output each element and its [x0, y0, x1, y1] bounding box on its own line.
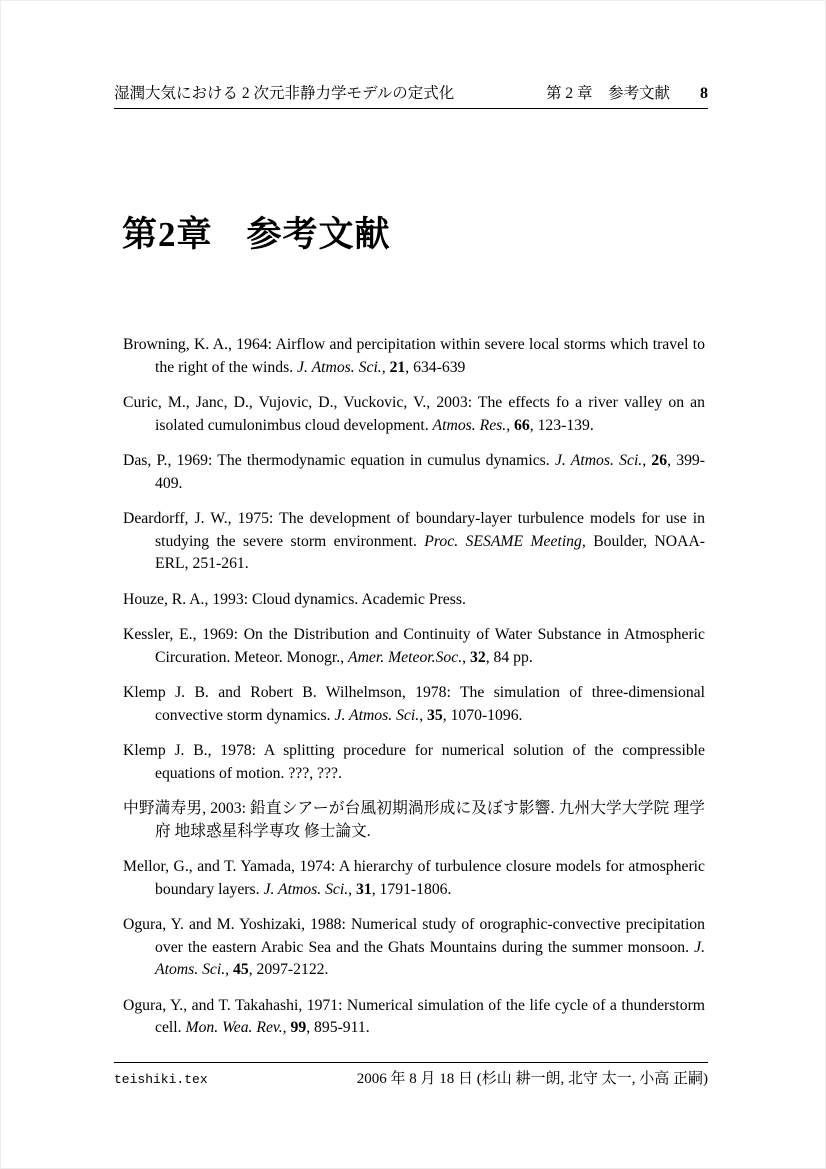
reference-text-segment: J. Atoms. Sci.	[155, 938, 705, 978]
reference-text-segment: Deardorff, J. W., 1975: The development of boundary-layer turbulence models for use in studying the severe storm environment.	[123, 510, 705, 550]
reference-text-segment: Klemp J. B. and Robert B. Wilhelmson, 1978: The simulation of three-dimensional convective storm dynamics.	[123, 684, 705, 724]
reference-text-segment: ,	[642, 452, 652, 469]
chapter-title	[122, 212, 391, 258]
reference-text-segment: Houze, R. A., 1993: Cloud dynamics. Academic Press.	[123, 590, 466, 608]
reference-text-segment: 66	[514, 416, 530, 434]
reference-entry	[123, 682, 705, 727]
reference-text-segment: J. Atmos. Sci.	[297, 358, 382, 376]
reference-text-segment: Atmos. Res.	[432, 416, 507, 434]
reference-text-segment: , 84 pp.	[485, 648, 533, 666]
reference-list	[123, 334, 705, 1053]
reference-text-segment: Ogura, Y. and M. Yoshizaki, 1988: Numerical study of orographic-convective precipitation over the eastern Arabic Sea and the Ghats Mountains during the summer monsoon.	[123, 916, 705, 956]
reference-text-segment: Browning, K. A., 1964: Airflow and percipitation within severe local storms which travel to the right of the winds.	[123, 336, 705, 376]
reference-text-segment: 35	[427, 706, 443, 724]
reference-text-segment: 26	[651, 452, 668, 469]
reference-text-segment: ,	[348, 880, 357, 898]
reference-text-segment: ,	[462, 648, 470, 666]
reference-text-segment: ,	[225, 961, 233, 978]
reference-text-segment: , 1791-1806.	[371, 880, 452, 898]
reference-text-segment: J. Atmos. Sci.	[263, 880, 349, 898]
reference-entry	[123, 392, 705, 437]
reference-text-segment: Mellor, G., and T. Yamada, 1974: A hierarchy of turbulence closure models for atmospheric boundary layers.	[123, 858, 705, 898]
reference-text-segment: 31	[356, 880, 372, 898]
reference-entry	[123, 740, 705, 785]
reference-entry	[123, 450, 705, 495]
reference-text-segment: , 1070-1096.	[442, 706, 523, 724]
footer-date-authors: 2006 年 8 月 18 日 (杉山 耕一朗, 北守 太一, 小高 正嗣)	[356, 1071, 708, 1087]
page-header	[114, 84, 708, 109]
reference-text-segment: 中野満寿男, 2003: 鉛直シアーが台風初期渦形成に及ぼす影響. 九州大学大学院 理学府 地球惑星科学専攻 修士論文.	[123, 800, 705, 840]
reference-text-segment: , 123-139.	[529, 416, 594, 434]
reference-text-segment: ,	[282, 1019, 291, 1036]
reference-text-segment: Ogura, Y., and T. Takahashi, 1971: Numerical simulation of the life cycle of a thunderstorm cell.	[123, 996, 705, 1036]
reference-entry	[123, 334, 705, 379]
reference-entry	[123, 589, 705, 612]
footer-filename: teishiki.tex	[114, 1072, 208, 1087]
reference-text-segment: , Boulder, NOAA-ERL, 251-261.	[155, 532, 706, 572]
reference-text-segment: Curic, M., Janc, D., Vujovic, D., Vuckovic, V., 2003: The effects fo a river valley on an isolated cumulonimbus cloud development.	[123, 394, 705, 434]
reference-text-segment: , 2097-2122.	[248, 961, 329, 978]
reference-text-segment: ,	[419, 706, 428, 724]
reference-text-segment: 21	[389, 358, 406, 376]
page-footer	[114, 1062, 708, 1088]
reference-text-segment: Mon. Wea. Rev.	[185, 1019, 283, 1036]
reference-entry	[123, 508, 705, 576]
reference-text-segment: J. Atmos. Sci.	[334, 706, 420, 724]
reference-text-segment: ,	[506, 416, 515, 434]
header-page-number: 8	[700, 85, 708, 102]
reference-text-segment: Proc. SESAME Meeting	[424, 532, 582, 550]
reference-entry	[123, 798, 705, 843]
reference-text-segment: 99	[290, 1019, 307, 1036]
reference-text-segment: 32	[470, 648, 486, 666]
reference-text-segment: Das, P., 1969: The thermodynamic equation in cumulus dynamics.	[123, 452, 555, 469]
chapter-title-text: 参考文献	[246, 215, 391, 254]
reference-text-segment: Kessler, E., 1969: On the Distribution and Continuity of Water Substance in Atmospheric Circuration. Meteor. Monogr.,	[123, 626, 705, 666]
reference-text-segment: J. Atmos. Sci.	[554, 452, 643, 469]
reference-text-segment: 45	[233, 961, 249, 978]
reference-entry	[123, 995, 705, 1040]
reference-entry	[123, 856, 705, 901]
reference-text-segment: , 895-911.	[306, 1019, 370, 1036]
reference-text-segment: Amer. Meteor.Soc.	[348, 648, 463, 666]
header-running-title: 湿潤大気における 2 次元非静力学モデルの定式化	[114, 85, 455, 102]
reference-text-segment: Klemp J. B., 1978: A splitting procedure for numerical solution of the compressible equations of motion. ???, ???.	[123, 742, 705, 782]
reference-entry	[123, 624, 705, 669]
reference-text-segment: , 634-639	[405, 358, 466, 376]
header-chapter-label: 第 2 章 参考文献	[545, 85, 670, 102]
reference-text-segment: , 399-409.	[155, 452, 705, 492]
reference-text-segment: ,	[381, 358, 390, 376]
chapter-number: 第2章	[122, 215, 213, 254]
reference-entry	[123, 914, 705, 982]
